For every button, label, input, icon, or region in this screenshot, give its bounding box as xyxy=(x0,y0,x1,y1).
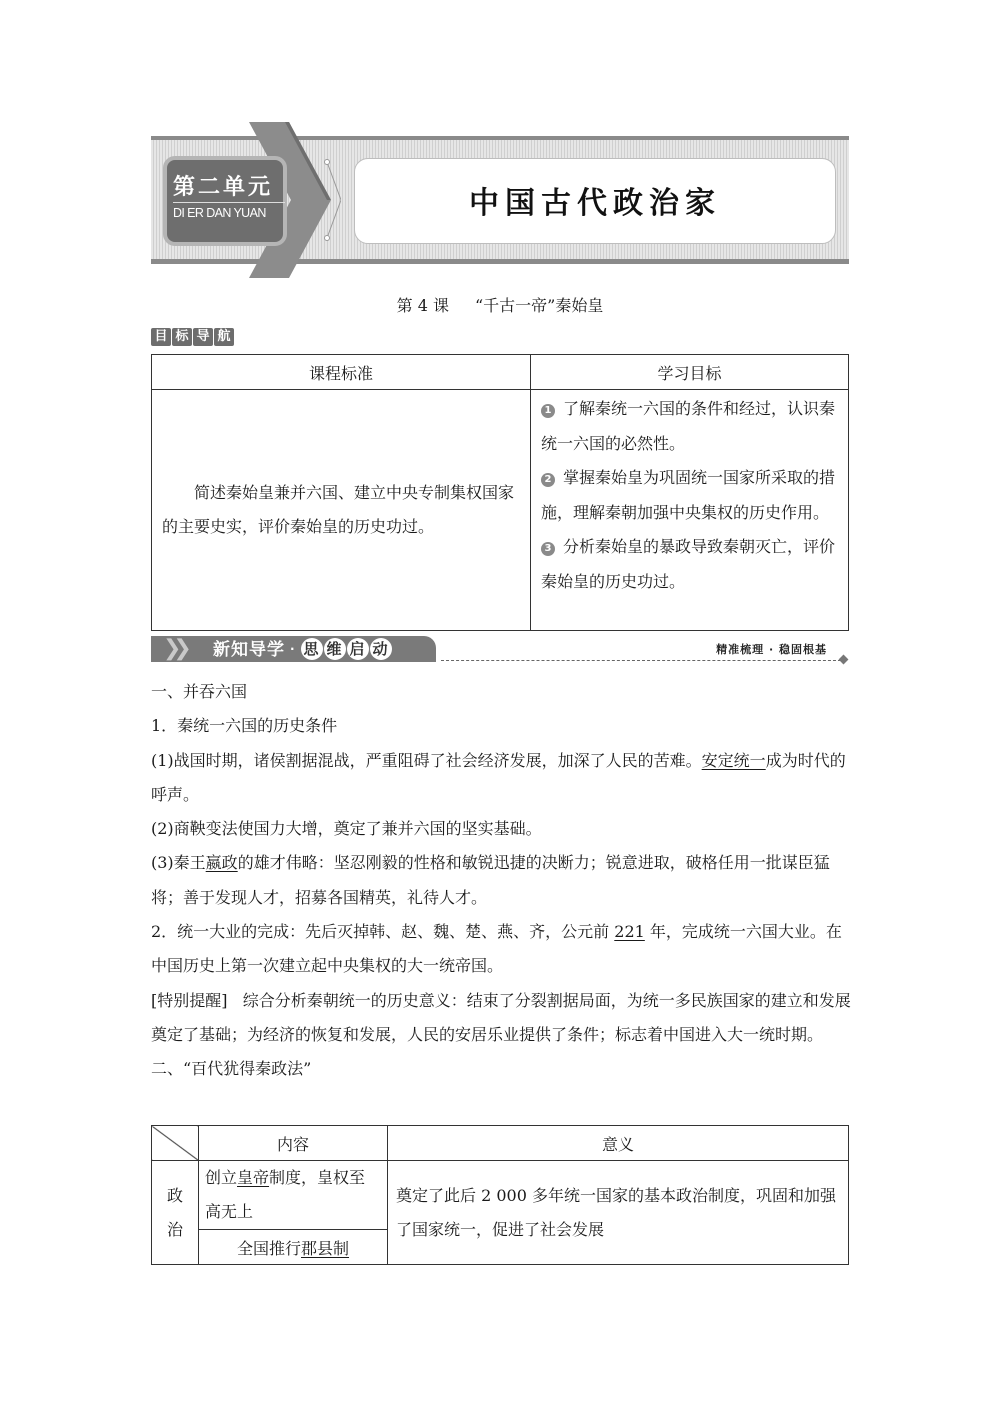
bubble-char: 动 xyxy=(370,638,392,660)
heading-2: 二、“百代犹得秦政法” xyxy=(151,1059,312,1079)
key-term: 郡县制 xyxy=(301,1238,350,1258)
learning-goals-cell xyxy=(531,390,849,631)
number-circle-icon: 3 xyxy=(541,542,555,556)
header-content: 内容 xyxy=(199,1126,388,1161)
paragraph: (1)战国时期，诸侯割据混战，严重阻碍了社会经济发展，加深了人民的苦难。安定统一成为时代的呼声。 xyxy=(151,750,846,804)
content-cell: 全国推行郡县制 xyxy=(199,1230,388,1265)
section-subtitle: 精准梳理 · 稳固根基 xyxy=(716,643,827,656)
tag-char: 航 xyxy=(214,328,234,346)
paragraph: (3)秦王嬴政的雄才伟略：坚忍刚毅的性格和敏锐迅捷的决断力；锐意进取，破格任用一批谋臣猛将；善于发现人才，招募各国精英，礼待人才。 xyxy=(151,853,830,907)
number-circle-icon: 1 xyxy=(541,404,555,418)
tag-char: 标 xyxy=(172,328,192,346)
paragraph: (2)商鞅变法使国力大增，奠定了兼并六国的坚实基础。 xyxy=(151,819,542,839)
meaning-cell: 奠定了此后 2 000 多年统一国家的基本政治制度，巩固和加强了国家统一，促进了社会发展 xyxy=(388,1161,849,1265)
objectives-table xyxy=(151,354,849,631)
policy-table xyxy=(151,1125,849,1265)
category-cell: 政治 xyxy=(152,1161,199,1265)
diamond-icon xyxy=(839,655,849,665)
note-label: [特别提醒] xyxy=(151,990,228,1010)
goal-item: 2 掌握秦始皇为巩固统一国家所采取的措施，理解秦朝加强中央集权的历史作用。 xyxy=(541,468,836,522)
course-standard-text: 简述秦始皇兼并六国、建立中央专制集权国家的主要史实，评价秦始皇的历史功过。 xyxy=(162,483,515,536)
table-header-row xyxy=(152,355,849,390)
special-note: [特别提醒] 综合分析秦朝统一的历史意义：结束了分裂割据局面，为统一多民族国家的建立和发展奠定了基础；为经济的恢复和发展，人民的安居乐业提供了条件；标志着中国进入大一统时期。 xyxy=(151,990,851,1044)
lesson-title xyxy=(151,293,849,316)
lesson-body xyxy=(151,675,851,1087)
diagonal-corner-cell xyxy=(152,1126,199,1161)
header-learning-goals: 学习目标 xyxy=(531,355,849,390)
key-term: 安定统一 xyxy=(701,750,766,770)
bubble-char: 维 xyxy=(324,638,346,660)
lesson-number: 第 4 课 xyxy=(396,296,449,315)
double-chevron-icon: ❯❯ xyxy=(163,636,184,661)
tag-char: 导 xyxy=(193,328,213,346)
section-label: 新知导学 · 思 维 启 动 xyxy=(213,636,393,663)
heading-1: 一、并吞六国 xyxy=(151,682,248,701)
goal-item: 3 分析秦始皇的暴政导致秦朝灭亡，评价秦始皇的历史功过。 xyxy=(541,537,836,591)
tag-char: 目 xyxy=(151,328,171,346)
subheading-1: 1．秦统一六国的历史条件 xyxy=(151,716,338,736)
number-circle-icon: 2 xyxy=(541,473,555,487)
unit-banner xyxy=(151,122,849,278)
dashed-divider xyxy=(441,660,841,661)
key-term: 皇帝 xyxy=(237,1168,270,1187)
unit-divider xyxy=(173,202,285,203)
bubble-char: 思 xyxy=(301,638,323,660)
header-course-standard: 课程标准 xyxy=(152,355,531,390)
goal-navigation-tag xyxy=(151,328,234,346)
content-cell: 创立皇帝制度，皇权至高无上 xyxy=(199,1161,388,1230)
goal-item: 1 了解秦统一六国的条件和经过，认识秦统一六国的必然性。 xyxy=(541,399,836,453)
section-header-bar xyxy=(151,636,849,664)
key-term: 嬴政 xyxy=(205,853,238,873)
course-standard-cell xyxy=(152,390,531,631)
table-row xyxy=(152,1161,849,1230)
unit-title: 第二单元 xyxy=(173,175,274,200)
table-row xyxy=(152,390,849,631)
table-header-row xyxy=(152,1126,849,1161)
unit-main-title: 中国古代政治家 xyxy=(469,186,721,221)
lesson-name: “千古一帝”秦始皇 xyxy=(474,296,604,315)
unit-pinyin: DI ER DAN YUAN xyxy=(173,206,266,220)
bubble-char: 启 xyxy=(347,638,369,660)
paragraph: 2．统一大业的完成：先后灭掉韩、赵、魏、楚、燕、齐，公元前 221 年，完成统一六国大业。在中国历史上第一次建立起中央集权的大一统帝国。 xyxy=(151,922,842,976)
header-meaning: 意义 xyxy=(388,1126,849,1161)
key-term: 221 xyxy=(614,922,645,942)
